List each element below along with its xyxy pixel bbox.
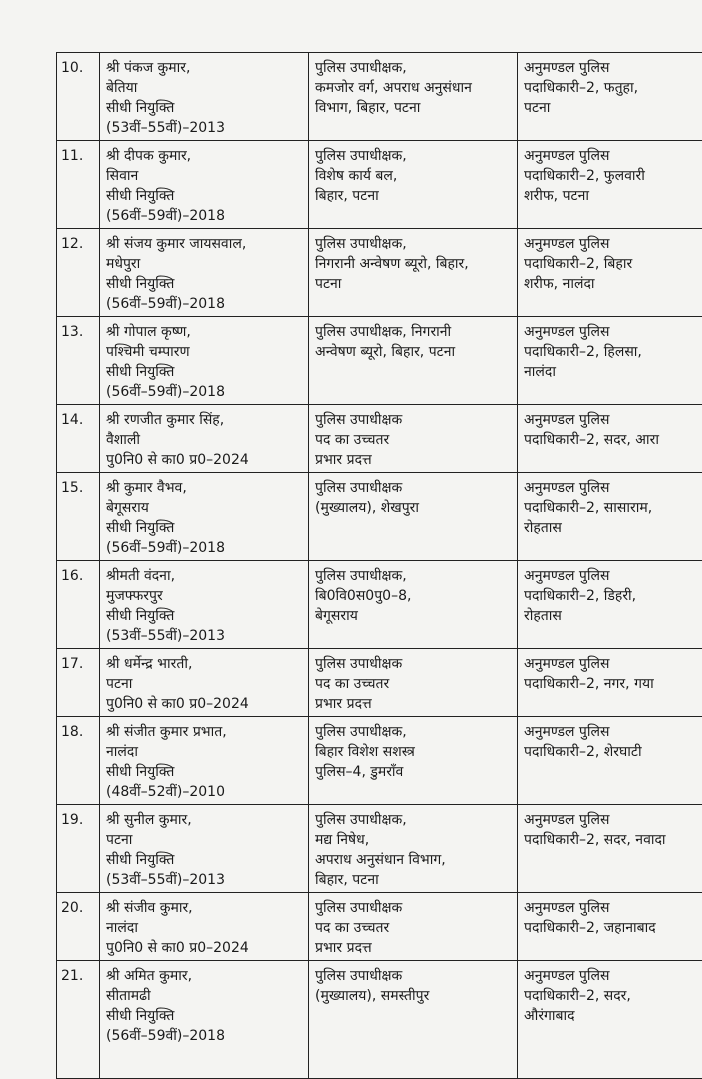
current-post-line: प्रभार प्रदत्त xyxy=(315,450,511,470)
serial-number-cell xyxy=(57,649,100,717)
officer-line: (56वीं–59वीं)–2018 xyxy=(106,294,302,314)
officer-cell xyxy=(100,649,309,717)
table-row xyxy=(57,805,702,893)
officer-line: (53वीं–55वीं)–2013 xyxy=(106,870,302,890)
new-post-cell xyxy=(518,317,702,405)
new-post-line: अनुमण्डल पुलिस xyxy=(524,966,702,986)
current-post-cell xyxy=(309,717,518,805)
new-post-line: औरंगाबाद xyxy=(524,1006,702,1026)
serial-number-cell xyxy=(57,229,100,317)
table-row xyxy=(57,141,702,229)
new-post-line: पदाधिकारी–2, फुलवारी xyxy=(524,166,702,186)
current-post-line: पुलिस उपाधीक्षक xyxy=(315,966,511,986)
officer-cell xyxy=(100,717,309,805)
current-post-line: पुलिस उपाधीक्षक xyxy=(315,410,511,430)
serial-number-cell xyxy=(57,317,100,405)
officer-line: सीधी नियुक्ति xyxy=(106,850,302,870)
officer-line: सीधी नियुक्ति xyxy=(106,362,302,382)
table-row xyxy=(57,229,702,317)
new-post-line: अनुमण्डल पुलिस xyxy=(524,722,702,742)
serial-number: 18. xyxy=(61,722,93,742)
officer-line: श्री संजीव कुमार, xyxy=(106,898,302,918)
officer-line: (53वीं–55वीं)–2013 xyxy=(106,626,302,646)
current-post-line: पुलिस उपाधीक्षक, xyxy=(315,810,511,830)
new-post-line: अनुमण्डल पुलिस xyxy=(524,898,702,918)
officer-line: सीधी नियुक्ति xyxy=(106,1006,302,1026)
officer-line: पटना xyxy=(106,830,302,850)
new-post-line: अनुमण्डल पुलिस xyxy=(524,566,702,586)
officer-cell xyxy=(100,317,309,405)
current-post-cell xyxy=(309,649,518,717)
officer-line: मधेपुरा xyxy=(106,254,302,274)
new-post-line: नालंदा xyxy=(524,362,702,382)
new-post-line: अनुमण्डल पुलिस xyxy=(524,410,702,430)
serial-number: 15. xyxy=(61,478,93,498)
serial-number-cell xyxy=(57,141,100,229)
new-post-line: पदाधिकारी–2, सदर, आरा xyxy=(524,430,702,450)
officer-line: श्री गोपाल कृष्ण, xyxy=(106,322,302,342)
officer-line: श्री संजीत कुमार प्रभात, xyxy=(106,722,302,742)
current-post-line: कमजोर वर्ग, अपराध अनुसंधान xyxy=(315,78,511,98)
current-post-line: बि0वि0स0पु0–8, xyxy=(315,586,511,606)
officer-cell xyxy=(100,405,309,473)
table-row xyxy=(57,405,702,473)
officer-line: सीधी नियुक्ति xyxy=(106,274,302,294)
officer-line: सीधी नियुक्ति xyxy=(106,98,302,118)
table-row xyxy=(57,53,702,141)
officer-line: पु0नि0 से का0 प्र0–2024 xyxy=(106,694,302,714)
officer-line: सीतामढी xyxy=(106,986,302,1006)
current-post-line: निगरानी अन्वेषण ब्यूरो, बिहार, xyxy=(315,254,511,274)
current-post-line: बिहार, पटना xyxy=(315,870,511,890)
officer-line: (48वीं–52वीं)–2010 xyxy=(106,782,302,802)
current-post-cell xyxy=(309,405,518,473)
new-post-line: पदाधिकारी–2, फतुहा, xyxy=(524,78,702,98)
serial-number: 11. xyxy=(61,146,93,166)
current-post-line: पुलिस उपाधीक्षक xyxy=(315,898,511,918)
current-post-line: पुलिस उपाधीक्षक, xyxy=(315,146,511,166)
new-post-line: अनुमण्डल पुलिस xyxy=(524,810,702,830)
officer-line: पटना xyxy=(106,674,302,694)
officer-line: पु0नि0 से का0 प्र0–2024 xyxy=(106,938,302,958)
transfer-table-body xyxy=(57,53,702,1079)
new-post-line: शरीफ, नालंदा xyxy=(524,274,702,294)
officer-line: श्रीमती वंदना, xyxy=(106,566,302,586)
serial-number: 17. xyxy=(61,654,93,674)
current-post-line: पुलिस उपाधीक्षक, xyxy=(315,566,511,586)
current-post-line: पद का उच्चतर xyxy=(315,918,511,938)
new-post-line: पदाधिकारी–2, सदर, xyxy=(524,986,702,1006)
officer-cell xyxy=(100,561,309,649)
table-row xyxy=(57,473,702,561)
current-post-line: (मुख्यालय), शेखपुरा xyxy=(315,498,511,518)
officer-cell xyxy=(100,473,309,561)
new-post-line: पदाधिकारी–2, डिहरी, xyxy=(524,586,702,606)
new-post-cell xyxy=(518,805,702,893)
serial-number-cell xyxy=(57,717,100,805)
table-row xyxy=(57,561,702,649)
current-post-line: पद का उच्चतर xyxy=(315,430,511,450)
officer-cell xyxy=(100,961,309,1079)
new-post-line: अनुमण्डल पुलिस xyxy=(524,478,702,498)
officer-line: पु0नि0 से का0 प्र0–2024 xyxy=(106,450,302,470)
officer-line: सीधी नियुक्ति xyxy=(106,762,302,782)
officer-line: (56वीं–59वीं)–2018 xyxy=(106,382,302,402)
new-post-line: पदाधिकारी–2, हिलसा, xyxy=(524,342,702,362)
officer-line: मुजफ्फरपुर xyxy=(106,586,302,606)
officer-line: सीधी नियुक्ति xyxy=(106,606,302,626)
serial-number-cell xyxy=(57,405,100,473)
new-post-cell xyxy=(518,561,702,649)
new-post-line: पदाधिकारी–2, शेरघाटी xyxy=(524,742,702,762)
new-post-line: अनुमण्डल पुलिस xyxy=(524,234,702,254)
officer-line: श्री पंकज कुमार, xyxy=(106,58,302,78)
new-post-line: पदाधिकारी–2, जहानाबाद xyxy=(524,918,702,938)
officer-line: नालंदा xyxy=(106,742,302,762)
officer-line: श्री कुमार वैभव, xyxy=(106,478,302,498)
serial-number-cell xyxy=(57,805,100,893)
serial-number-cell xyxy=(57,561,100,649)
new-post-line: अनुमण्डल पुलिस xyxy=(524,654,702,674)
table-row xyxy=(57,961,702,1079)
officer-line: श्री संजय कुमार जायसवाल, xyxy=(106,234,302,254)
new-post-cell xyxy=(518,893,702,961)
new-post-line: पदाधिकारी–2, बिहार xyxy=(524,254,702,274)
current-post-line: अपराध अनुसंधान विभाग, xyxy=(315,850,511,870)
current-post-cell xyxy=(309,229,518,317)
current-post-line: प्रभार प्रदत्त xyxy=(315,694,511,714)
current-post-line: पुलिस उपाधीक्षक xyxy=(315,478,511,498)
serial-number-cell xyxy=(57,893,100,961)
current-post-cell xyxy=(309,141,518,229)
current-post-line: मद्य निषेध, xyxy=(315,830,511,850)
new-post-line: पटना xyxy=(524,98,702,118)
current-post-cell xyxy=(309,317,518,405)
current-post-line: (मुख्यालय), समस्तीपुर xyxy=(315,986,511,1006)
serial-number: 20. xyxy=(61,898,93,918)
current-post-line: पद का उच्चतर xyxy=(315,674,511,694)
current-post-line: अन्वेषण ब्यूरो, बिहार, पटना xyxy=(315,342,511,362)
serial-number-cell xyxy=(57,473,100,561)
new-post-cell xyxy=(518,961,702,1079)
serial-number: 19. xyxy=(61,810,93,830)
officer-line: वैशाली xyxy=(106,430,302,450)
officer-line: सिवान xyxy=(106,166,302,186)
serial-number: 21. xyxy=(61,966,93,986)
new-post-line: पदाधिकारी–2, सदर, नवादा xyxy=(524,830,702,850)
new-post-cell xyxy=(518,649,702,717)
table-row xyxy=(57,717,702,805)
officer-line: नालंदा xyxy=(106,918,302,938)
current-post-line: पुलिस उपाधीक्षक, निगरानी xyxy=(315,322,511,342)
current-post-line: पुलिस उपाधीक्षक, xyxy=(315,234,511,254)
current-post-cell xyxy=(309,561,518,649)
table-row xyxy=(57,649,702,717)
current-post-line: बेगूसराय xyxy=(315,606,511,626)
officer-line: सीधी नियुक्ति xyxy=(106,518,302,538)
current-post-line: प्रभार प्रदत्त xyxy=(315,938,511,958)
officer-line: पश्चिमी चम्पारण xyxy=(106,342,302,362)
officer-line: श्री दीपक कुमार, xyxy=(106,146,302,166)
table-row xyxy=(57,317,702,405)
officer-line: (56वीं–59वीं)–2018 xyxy=(106,1026,302,1046)
new-post-line: रोहतास xyxy=(524,518,702,538)
officer-line: बेगूसराय xyxy=(106,498,302,518)
officer-cell xyxy=(100,53,309,141)
serial-number: 14. xyxy=(61,410,93,430)
current-post-cell xyxy=(309,53,518,141)
current-post-line: पटना xyxy=(315,274,511,294)
new-post-line: अनुमण्डल पुलिस xyxy=(524,58,702,78)
officer-line: श्री सुनील कुमार, xyxy=(106,810,302,830)
current-post-cell xyxy=(309,805,518,893)
officer-cell xyxy=(100,229,309,317)
new-post-cell xyxy=(518,473,702,561)
current-post-line: पुलिस–4, डुमराँव xyxy=(315,762,511,782)
officer-line: (56वीं–59वीं)–2018 xyxy=(106,538,302,558)
officer-line: (53वीं–55वीं)–2013 xyxy=(106,118,302,138)
serial-number: 16. xyxy=(61,566,93,586)
current-post-line: पुलिस उपाधीक्षक, xyxy=(315,58,511,78)
current-post-line: विशेष कार्य बल, xyxy=(315,166,511,186)
serial-number: 12. xyxy=(61,234,93,254)
current-post-cell xyxy=(309,961,518,1079)
officer-line: बेतिया xyxy=(106,78,302,98)
officer-line: श्री रणजीत कुमार सिंह, xyxy=(106,410,302,430)
officer-line: श्री अमित कुमार, xyxy=(106,966,302,986)
new-post-cell xyxy=(518,229,702,317)
officer-cell xyxy=(100,805,309,893)
new-post-cell xyxy=(518,717,702,805)
serial-number-cell xyxy=(57,961,100,1079)
new-post-line: अनुमण्डल पुलिस xyxy=(524,322,702,342)
current-post-line: पुलिस उपाधीक्षक, xyxy=(315,722,511,742)
current-post-cell xyxy=(309,473,518,561)
current-post-line: पुलिस उपाधीक्षक xyxy=(315,654,511,674)
officer-cell xyxy=(100,893,309,961)
officer-cell xyxy=(100,141,309,229)
new-post-line: रोहतास xyxy=(524,606,702,626)
current-post-line: बिहार विशेश सशस्त्र xyxy=(315,742,511,762)
current-post-cell xyxy=(309,893,518,961)
table-row xyxy=(57,893,702,961)
officer-line: (56वीं–59वीं)–2018 xyxy=(106,206,302,226)
new-post-line: अनुमण्डल पुलिस xyxy=(524,146,702,166)
officer-line: श्री धर्मेन्द्र भारती, xyxy=(106,654,302,674)
new-post-cell xyxy=(518,405,702,473)
serial-number-cell xyxy=(57,53,100,141)
serial-number: 10. xyxy=(61,58,93,78)
officer-line: सीधी नियुक्ति xyxy=(106,186,302,206)
new-post-line: पदाधिकारी–2, नगर, गया xyxy=(524,674,702,694)
transfer-table xyxy=(56,52,702,1079)
new-post-line: पदाधिकारी–2, सासाराम, xyxy=(524,498,702,518)
new-post-cell xyxy=(518,141,702,229)
new-post-line: शरीफ, पटना xyxy=(524,186,702,206)
current-post-line: विभाग, बिहार, पटना xyxy=(315,98,511,118)
current-post-line: बिहार, पटना xyxy=(315,186,511,206)
serial-number: 13. xyxy=(61,322,93,342)
new-post-cell xyxy=(518,53,702,141)
